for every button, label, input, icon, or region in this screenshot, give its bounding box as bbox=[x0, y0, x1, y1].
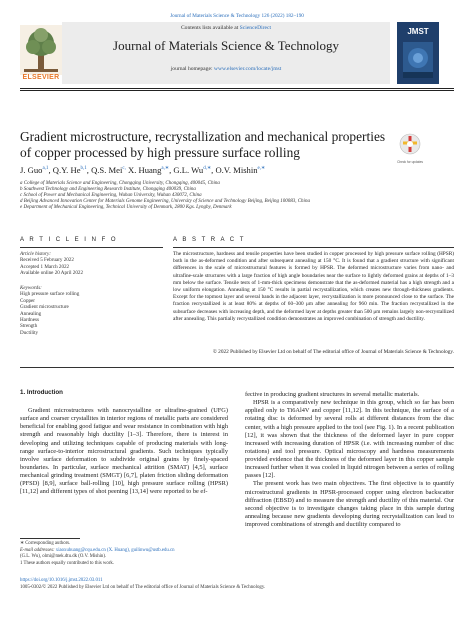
keyword: Copper bbox=[20, 297, 35, 304]
introduction-heading: 1. Introduction bbox=[20, 389, 63, 396]
author[interactable]: Q.Y. He$^{b,1}$ bbox=[52, 165, 87, 175]
article-title: Gradient microstructure, recrystallization and mechanical properties of copper processed by high pressure surface rolling bbox=[20, 129, 386, 160]
keyword: Ductility bbox=[20, 329, 39, 336]
cover-graphic-icon bbox=[403, 42, 433, 78]
journal-citation: Journal of Materials Science & Technology 126 (2022) 182–190 bbox=[170, 13, 304, 19]
author[interactable]: J. Guo$^{a,1}$ bbox=[20, 165, 49, 175]
article-info-heading: A R T I C L E I N F O bbox=[20, 237, 118, 243]
author[interactable]: Q.S. Mei$^{c,}$ bbox=[91, 165, 126, 175]
intro-paragraph: fective in producing gradient structures in several metallic materials. bbox=[245, 391, 420, 398]
intro-paragraph: The present work has two main objectives. The first objective is to quantify microstructural gradients in HPSR-processed copper using electron backscatter diffraction (EBSD) and to measure the strength and ductility of this material. Our second objective is to investigate changes taking place in this sample during annealing because new gradients developing during recrystallization can lead to improved combinations of strength and ductility compared to bbox=[245, 480, 454, 528]
crossmark-label: Check for updates bbox=[397, 160, 423, 164]
elsevier-tree-logo bbox=[20, 25, 62, 75]
intro-paragraph: HPSR is a comparatively new technique in this group, which so far has been applied only to Ti6Al4V and copper [11,12]. In this technique, the surface of a rotating disc is deformed by several rolls at different distances from the disc center, with a high pressure applied to the tool (see Fig. 1). In a recent publication [12], it was shown that the thickness of the deformed layer in pure copper increased with increasing duration of HPSR (i.e. with increasing number of disc rotations) and tool pressure. Optical microscopy and hardness measurements provided evidence that the thickness of the deformed layer in this copper sample increased further when it was cooled in liquid nitrogen between a series of rolling passes [12]. bbox=[245, 399, 454, 480]
elsevier-wordmark: ELSEVIER bbox=[22, 74, 60, 81]
corresponding-note: ∗ Corresponding authors. bbox=[20, 541, 71, 546]
keywords bbox=[20, 285, 163, 336]
intro-left-column bbox=[20, 407, 228, 496]
keyword: High pressure surface rolling bbox=[20, 291, 80, 298]
abstract-rule bbox=[173, 247, 454, 248]
journal-title: Journal of Materials Science & Technology bbox=[113, 38, 339, 53]
section-rule bbox=[20, 367, 454, 368]
equal-contribution-note: 1 These authors equally contributed to this work. bbox=[20, 560, 114, 566]
email-links[interactable]: xiaoxuhuang@cqu.edu.cn (X. Huang), guilinwu@ustb.edu.cn bbox=[55, 547, 175, 553]
crossmark-icon[interactable] bbox=[399, 133, 421, 157]
keyword: Strength bbox=[20, 323, 38, 330]
available-date: Available online 20 April 2022 bbox=[20, 270, 83, 277]
homepage-line bbox=[62, 66, 390, 72]
page-footer bbox=[20, 578, 454, 591]
article-history-label: Article history: bbox=[20, 251, 51, 257]
keyword: Annealing bbox=[20, 310, 42, 317]
sciencedirect-link[interactable]: ScienceDirect bbox=[239, 25, 272, 31]
doi-link[interactable]: https://doi.org/10.1016/j.jmst.2022.03.011 bbox=[20, 578, 103, 583]
author[interactable]: G.L. $Wu^{d,∗}$ bbox=[173, 165, 212, 175]
issn-line: 1005-0302/© 2022 Published by Elsevier Ltd on behalf of The editorial office of Journal of Materials Science & Technology. bbox=[20, 584, 266, 590]
contents-line bbox=[62, 25, 390, 31]
author-list: J. Guo$^{a,1}$, Q.Y. He$^{b,1}$, Q.S. Mei$^{c,}$ X. Huang$^{a,∗}$, G.L. $Wu^{d,∗}$, O.V. Mishin$^{e,∗}$ bbox=[20, 165, 266, 175]
affiliation: b Southwest Technology and Engineering Research Institute, Chongqing 400039, China bbox=[20, 187, 196, 193]
article-info-rule bbox=[20, 247, 163, 248]
affiliation: a College of Materials Science and Engineering, Chongqing University, Chongqing, 400045, China bbox=[20, 181, 220, 186]
homepage-prefix: journal homepage: bbox=[170, 66, 214, 72]
intro-right-column bbox=[245, 391, 454, 529]
header-rule bbox=[20, 88, 454, 89]
footnote-rule bbox=[20, 538, 80, 539]
keyword: Gradient microstructure bbox=[20, 304, 69, 311]
affiliation: c School of Power and Mechanical Engineering, Wuhan University, Wuhan 430072, China bbox=[20, 193, 202, 199]
accepted-date: Accepted 1 March 2022 bbox=[20, 263, 70, 270]
homepage-link[interactable]: www.elsevier.com/locate/jmst bbox=[213, 66, 282, 72]
abstract-heading: A B S T R A C T bbox=[173, 237, 246, 243]
email-line-2: (G.L. Wu), olmi@mek.dtu.dk (O.V. Mishin). bbox=[20, 554, 107, 559]
affiliations bbox=[20, 181, 454, 211]
author[interactable]: O.V. Mishin$^{e,∗}$ bbox=[215, 165, 266, 175]
abstract-text: The microstructure, hardness and tensile properties have been studied in copper processed by high pressure surface rolling (HPSR) both in the as-deformed condition and after subsequent annealing at 150 °C. It is found that a gradient structure with significant differences in the scale of microstructural features is formed by HPSR. The deformed microstructure varies from nano- and ultrafine-scale structures with a large fraction of high angle boundaries near the surface to lightly deformed grains at depths of 1–3 mm below the surface. Tensile tests of 1-mm-thick specimens demonstrate that the as-deformed material has a high strength and a low uniform elongation. Annealing at 150 °C results in partial recrystallization, which creates new through-thickness gradients. Except for the topmost layer and several bands in the adjacent layer, recrystallization is more pronounced close to the surface. The fraction recrystallized is at least 80% at depths of 60–300 μm after annealing for 960 min. The fraction recrystallized in the subsurface decreases with increasing depth, and the deformed layer at depths greater than 500 μm remains largely non-recrystallized after annealing. This partially recrystallized condition demonstrates an improved combination of strength and ductility. bbox=[173, 251, 454, 322]
email-line: E-mail addresses: xiaoxuhuang@cqu.edu.cn (X. Huang), guilinwu@ustb.edu.cn bbox=[20, 547, 175, 553]
intro-paragraph: Gradient microstructures with nanocrystalline or ultrafine-grained (UFG) surface and coarser crystallites in interior regions of metallic parts are considered beneficial for enabling good fatigue and wear resistance in combination with high strength and reasonably high ductility [1–3]. Therefore, there is interest in developing and utilizing techniques capable of producing materials with long-range surface-to-interior microstructural gradients. Such techniques typically involve surface deformation to subdivide original grains by finely-spaced boundaries. In particular, surface mechanical attrition (SMAT) [4,5], surface mechanical grinding treatment (SMGT) [6,7], platen friction sliding deformation (PFSD) [8,9], surface ball-rolling [10], high pressure surface rolling (HPSR) [11,12] and different types of shot peening [13,14] were reported to be ef- bbox=[20, 407, 228, 496]
article-history bbox=[20, 251, 163, 277]
journal-cover-thumbnail[interactable] bbox=[397, 22, 439, 84]
received-date: Received 5 February 2022 bbox=[20, 257, 74, 264]
footnotes bbox=[20, 541, 228, 567]
header-rule-2 bbox=[20, 90, 454, 91]
affiliation: d Beijing Advanced Innovation Center for Materials Genome Engineering, University of Science and Technology Beijing, Beijing 100083, China bbox=[20, 199, 310, 205]
keywords-label: Keywords: bbox=[20, 285, 42, 291]
affiliation: e Department of Mechanical Engineering, Technical University of Denmark, 2800 Kgs. Lyngby, Denmark bbox=[20, 205, 232, 211]
cover-title: JMST bbox=[407, 27, 429, 36]
contents-prefix: Contents lists available at bbox=[180, 25, 240, 31]
abstract-copyright: © 2022 Published by Elsevier Ltd on behalf of The editorial office of Journal of Materials Science & Technology. bbox=[212, 349, 454, 355]
author[interactable]: X. Huang$^{a,∗}$ bbox=[127, 165, 170, 175]
keyword: Hardness bbox=[20, 317, 39, 324]
